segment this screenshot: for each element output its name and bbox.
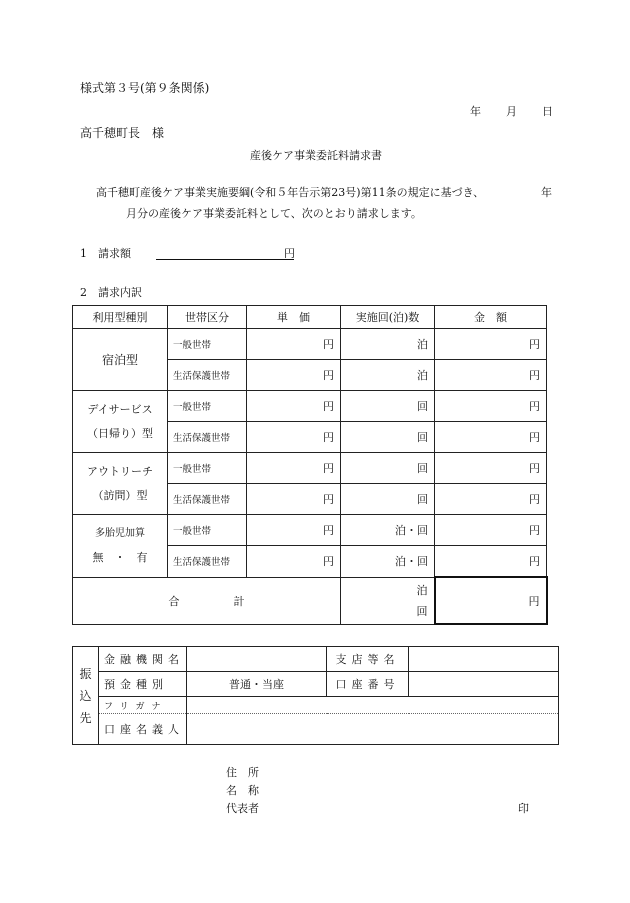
total-row bbox=[73, 577, 547, 624]
type-sublabel: （日帰り）型 bbox=[87, 426, 153, 440]
transfer-side-label bbox=[73, 647, 99, 745]
account-number-field[interactable] bbox=[409, 672, 559, 697]
type-cell-outreach bbox=[73, 453, 168, 515]
unit-price-cell[interactable]: 円 bbox=[247, 360, 341, 391]
amount-cell[interactable]: 円 bbox=[435, 360, 547, 391]
total-count-nights: 泊 bbox=[416, 583, 428, 597]
body-line-2: 月分の産後ケア事業委託料として、次のとおり請求します。 bbox=[126, 207, 422, 220]
unit-price-cell[interactable]: 円 bbox=[247, 422, 341, 453]
type-cell-stay bbox=[73, 329, 168, 391]
bank-row-holder bbox=[73, 714, 559, 745]
representative-label: 代表者 bbox=[226, 802, 259, 815]
claim-amount-label: 1 請求額 bbox=[80, 247, 131, 260]
unit-price-cell[interactable]: 円 bbox=[247, 515, 341, 546]
branch-label: 支店等名 bbox=[327, 647, 409, 672]
amount-cell[interactable]: 円 bbox=[435, 484, 547, 515]
amount-cell[interactable]: 円 bbox=[435, 546, 547, 578]
bank-row-institution bbox=[73, 647, 559, 672]
bank-row-furigana bbox=[73, 697, 559, 714]
household-cell: 一般世帯 bbox=[168, 329, 247, 360]
type-cell-multiple-birth bbox=[73, 515, 168, 578]
header-type: 利用型種別 bbox=[73, 306, 168, 329]
type-sublabel: （訪問）型 bbox=[92, 488, 148, 502]
header-unit-price: 単 価 bbox=[247, 306, 341, 329]
count-cell[interactable]: 泊 bbox=[341, 329, 435, 360]
household-cell: 生活保護世帯 bbox=[168, 484, 247, 515]
amount-cell[interactable]: 円 bbox=[435, 391, 547, 422]
household-cell: 生活保護世帯 bbox=[168, 422, 247, 453]
claim-amount-unit: 円 bbox=[284, 247, 295, 260]
total-amount-cell[interactable]: 円 bbox=[435, 577, 547, 624]
unit-price-cell[interactable]: 円 bbox=[247, 546, 341, 578]
type-label: 多胎児加算 bbox=[95, 527, 145, 539]
table-row bbox=[73, 453, 547, 484]
breakdown-table bbox=[72, 305, 548, 625]
side-char: 込 bbox=[79, 688, 92, 703]
date-year: 年 bbox=[470, 105, 481, 118]
unit-price-cell[interactable]: 円 bbox=[247, 453, 341, 484]
holder-field[interactable] bbox=[187, 714, 559, 745]
total-label-right: 計 bbox=[233, 594, 245, 608]
account-type-value[interactable]: 普通・当座 bbox=[187, 672, 327, 697]
count-cell[interactable]: 泊・回 bbox=[341, 515, 435, 546]
form-number: 様式第３号(第９条関係) bbox=[80, 81, 210, 95]
table-row bbox=[73, 515, 547, 546]
household-cell: 一般世帯 bbox=[168, 453, 247, 484]
count-cell[interactable]: 回 bbox=[341, 422, 435, 453]
count-cell[interactable]: 泊 bbox=[341, 360, 435, 391]
table-row bbox=[73, 391, 547, 422]
total-label-left: 合 bbox=[168, 594, 180, 608]
document-title: 産後ケア事業委託料請求書 bbox=[250, 149, 382, 162]
name-label: 名 称 bbox=[226, 784, 259, 797]
count-cell[interactable]: 回 bbox=[341, 391, 435, 422]
type-label: 宿泊型 bbox=[101, 353, 138, 367]
total-label-cell bbox=[73, 577, 341, 624]
multiple-birth-choice[interactable]: 無 ・ 有 bbox=[92, 550, 148, 564]
amount-cell[interactable]: 円 bbox=[435, 422, 547, 453]
count-cell[interactable]: 回 bbox=[341, 484, 435, 515]
header-count: 実施回(泊)数 bbox=[341, 306, 435, 329]
bank-table bbox=[72, 646, 559, 745]
institution-field[interactable] bbox=[187, 647, 327, 672]
count-cell[interactable]: 回 bbox=[341, 453, 435, 484]
account-number-label: 口座番号 bbox=[327, 672, 409, 697]
header-amount: 金 額 bbox=[435, 306, 547, 329]
total-count-times: 回 bbox=[416, 604, 428, 618]
type-cell-day bbox=[73, 391, 168, 453]
branch-field[interactable] bbox=[409, 647, 559, 672]
institution-label: 金融機関名 bbox=[99, 647, 187, 672]
breakdown-label: 2 請求内訳 bbox=[80, 286, 142, 299]
type-label: デイサービス bbox=[87, 402, 153, 416]
type-label: アウトリーチ bbox=[87, 464, 153, 478]
amount-cell[interactable]: 円 bbox=[435, 329, 547, 360]
address-label: 住 所 bbox=[226, 766, 259, 779]
side-char: 先 bbox=[79, 710, 92, 725]
claim-amount-line[interactable] bbox=[156, 259, 294, 260]
table-header-row bbox=[73, 306, 547, 329]
unit-price-cell[interactable]: 円 bbox=[247, 329, 341, 360]
furigana-label: フリガナ bbox=[99, 697, 187, 714]
household-cell: 一般世帯 bbox=[168, 515, 247, 546]
unit-price-cell[interactable]: 円 bbox=[247, 484, 341, 515]
date-month: 月 bbox=[506, 105, 517, 118]
furigana-field[interactable] bbox=[187, 697, 559, 714]
date-day: 日 bbox=[542, 105, 553, 118]
seal-mark: 印 bbox=[518, 802, 529, 815]
bank-row-account-type bbox=[73, 672, 559, 697]
table-row bbox=[73, 329, 547, 360]
body-line-1: 高千穂町産後ケア事業実施要綱(令和５年告示第23号)第11条の規定に基づき、 bbox=[96, 186, 485, 199]
header-household: 世帯区分 bbox=[168, 306, 247, 329]
body-line-1-year: 年 bbox=[541, 186, 552, 199]
side-char: 振 bbox=[79, 666, 92, 681]
total-count-cell[interactable] bbox=[341, 577, 435, 624]
unit-price-cell[interactable]: 円 bbox=[247, 391, 341, 422]
amount-cell[interactable]: 円 bbox=[435, 515, 547, 546]
account-type-label: 預金種別 bbox=[99, 672, 187, 697]
addressee: 高千穂町長 様 bbox=[80, 126, 165, 140]
household-cell: 一般世帯 bbox=[168, 391, 247, 422]
household-cell: 生活保護世帯 bbox=[168, 360, 247, 391]
holder-label: 口座名義人 bbox=[99, 714, 187, 745]
count-cell[interactable]: 泊・回 bbox=[341, 546, 435, 578]
household-cell: 生活保護世帯 bbox=[168, 546, 247, 578]
amount-cell[interactable]: 円 bbox=[435, 453, 547, 484]
